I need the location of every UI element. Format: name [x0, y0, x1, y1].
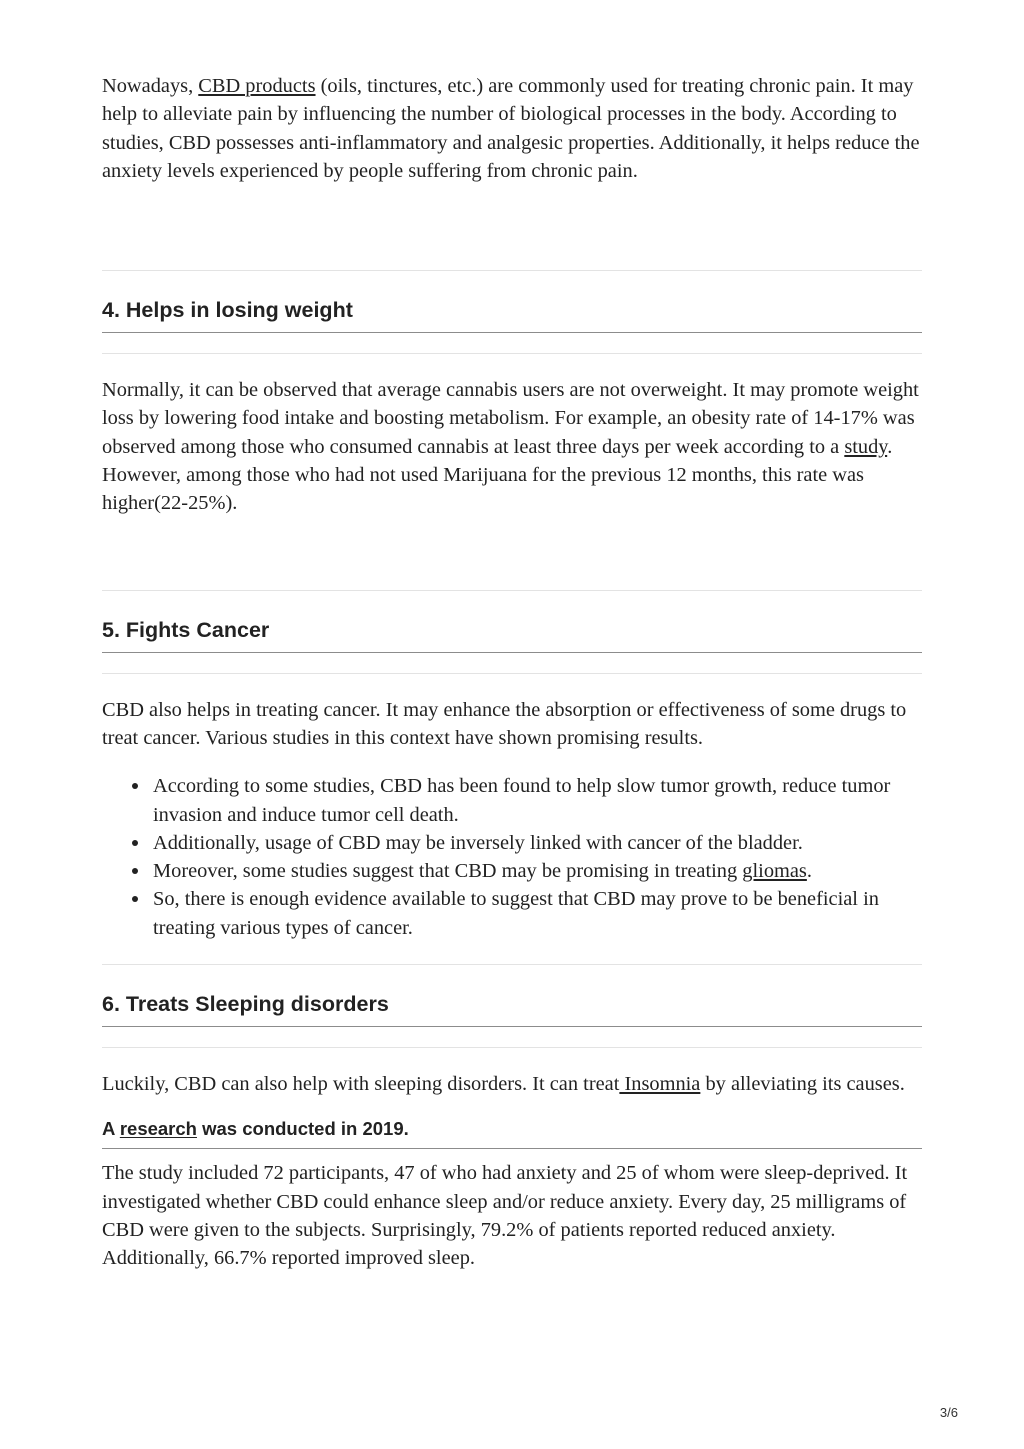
intro-paragraph — [102, 72, 922, 185]
section-6-text-end: by alleviating its causes. — [700, 1073, 905, 1096]
section-6-paragraph — [102, 1070, 922, 1098]
section-divider — [102, 1047, 922, 1048]
bullet-icon — [132, 896, 138, 902]
list-item-text: Moreover, some studies suggest that CBD may be promising in treating — [153, 860, 743, 883]
bullet-icon — [132, 840, 138, 846]
bullet-icon — [132, 783, 138, 789]
intro-text-start: Nowadays, — [102, 75, 199, 97]
subheading-underline — [102, 1148, 922, 1149]
list-item-text: So, there is enough evidence available to suggest that CBD may prove to be beneficial in treating various types of cancer. — [153, 888, 879, 939]
section-4-text-start: Normally, it can be observed that average cannabis users are not overweight. It may promote weight loss by lowering food intake and boosting metabolism. For example, an obesity rate of 14-17% was observed among those who consumed cannabis at least three days per week according to a — [102, 379, 919, 458]
cbd-products-link[interactable]: CBD products — [198, 75, 316, 97]
list-item-text: According to some studies, CBD has been found to help slow tumor growth, reduce tumor invasion and induce tumor cell death. — [153, 775, 891, 826]
list-item — [102, 885, 922, 942]
article-body — [102, 72, 922, 1273]
bullet-icon — [132, 868, 138, 874]
list-item — [102, 857, 922, 885]
section-divider — [102, 590, 922, 591]
section-divider — [102, 353, 922, 354]
research-link[interactable]: research — [119, 1118, 197, 1140]
heading-underline — [102, 332, 922, 333]
study-paragraph: The study included 72 participants, 47 of who had anxiety and 25 of whom were sleep-deprived. It investigated whether CBD could enhance sleep and/or reduce anxiety. Every day, 25 milligrams of CBD were given to the subjects. Surprisingly, 79.2% of patients reported reduced anxiety. Additionally, 66.7% reported improved sleep. — [102, 1162, 908, 1270]
insomnia-link[interactable]: Insomnia — [619, 1073, 701, 1096]
heading-underline — [102, 1026, 922, 1027]
section-4-paragraph — [102, 376, 922, 517]
section-divider — [102, 673, 922, 674]
section-6-text-start: Luckily, CBD can also help with sleeping disorders. It can treat — [102, 1073, 620, 1096]
list-item — [102, 829, 922, 857]
page-number: 3/6 — [939, 1405, 958, 1420]
heading-underline — [102, 652, 922, 653]
subheading-text-start: A — [102, 1118, 120, 1140]
list-item-text: Additionally, usage of CBD may be inversely linked with cancer of the bladder. — [153, 831, 803, 854]
intro-text-end: (oils, tinctures, etc.) are commonly used for treating chronic pain. It may help to alleviate pain by influencing the number of biological processes in the body. According to studies, CBD possesses anti-inflammatory and analgesic properties. Additionally, it helps reduce the anxiety levels experienced by people suffering from chronic pain. — [102, 75, 920, 182]
section-5-paragraph: CBD also helps in treating cancer. It may enhance the absorption or effectiveness of some drugs to treat cancer. Various studies in this context have shown promising results. — [102, 698, 907, 749]
research-subheading — [102, 1118, 922, 1140]
study-link[interactable]: study — [844, 435, 888, 458]
subheading-text-end: was conducted in 2019. — [196, 1118, 409, 1140]
gliomas-link[interactable]: gliomas — [742, 860, 807, 883]
section-5-heading: 5. Fights Cancer — [102, 617, 270, 642]
list-item — [102, 772, 922, 829]
section-4-text-end: . However, among those who had not used Marijuana for the previous 12 months, this rate was higher(22-25%). — [102, 435, 893, 515]
section-divider — [102, 964, 922, 965]
section-6-heading: 6. Treats Sleeping disorders — [102, 992, 389, 1017]
list-item-text-end: . — [806, 860, 812, 883]
section-divider — [102, 270, 922, 271]
section-4-heading: 4. Helps in losing weight — [102, 298, 353, 323]
cancer-bullet-list — [102, 772, 922, 942]
